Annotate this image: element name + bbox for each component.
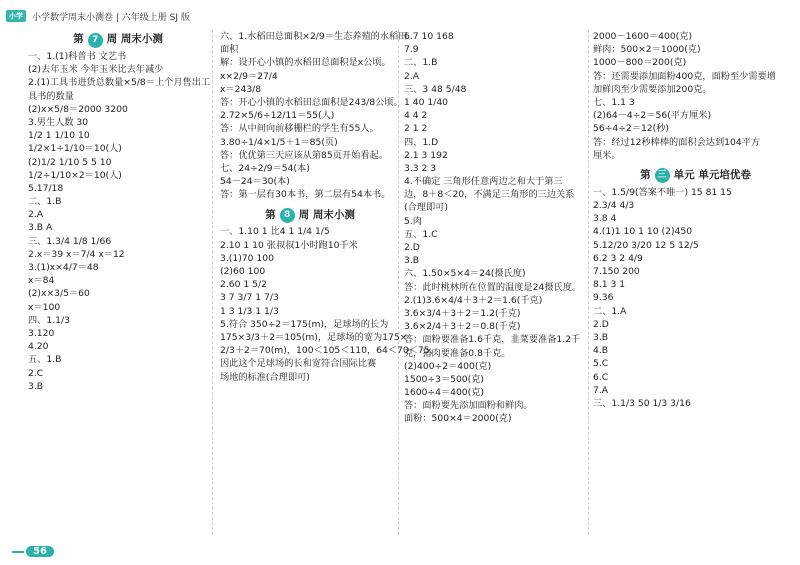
answer-line: 加鲜肉至少需要添加200克。	[593, 83, 712, 95]
answer-line: 厘米。	[593, 149, 621, 161]
answer-line: (2)去年玉米 今年玉米比去年减少	[28, 64, 164, 76]
answer-column-1	[28, 30, 211, 393]
unit-badge: 三	[655, 168, 670, 183]
answer-line: 3.8 4	[593, 213, 617, 225]
answer-line: 4.(1)1 10 1 10 (2)450	[593, 226, 693, 238]
answer-line: 3.男生人数 30	[28, 116, 89, 128]
answer-line: 答：从中间向前移栅栏的学生有55人。	[220, 123, 379, 135]
answer-line: 2.D	[593, 318, 609, 330]
answer-line: 答：面粉要先添加面粉和鲜肉。	[404, 400, 533, 412]
answer-line: 2 1 2	[404, 123, 428, 135]
answer-line: 1/2÷1/10×2＝10(人)	[28, 169, 122, 181]
answer-line: 5.肉	[404, 215, 422, 227]
answer-line: 四、1.1/3	[28, 314, 70, 326]
answer-line: 七、1.1 3	[593, 96, 635, 108]
answer-line: 2.10 1 10 张叔叔1小时跑10千米	[220, 239, 358, 251]
answer-line: 2.C	[28, 367, 44, 379]
answer-line: 1600÷4＝400(克)	[404, 387, 485, 399]
answer-line: 二、1.A	[593, 305, 627, 317]
answer-line: 2.3/4 4/3	[593, 200, 635, 212]
answer-line: (合理即可)	[404, 202, 448, 214]
answer-line: 七、24÷2/9＝54(本)	[220, 162, 310, 174]
answer-line: 三、1.3/4 1/8 1/66	[28, 235, 112, 247]
answer-line: 1/2×1÷1/10＝10(人)	[28, 143, 122, 155]
answer-line: 1/2 1 1/10 10	[28, 130, 90, 142]
answer-column-3	[404, 30, 584, 426]
answer-line: 1500÷3＝500(克)	[404, 373, 485, 385]
column-divider	[588, 30, 589, 535]
answer-line: 3.B A	[28, 222, 53, 234]
answer-line: x＝100	[28, 301, 61, 313]
answer-line: 六、1.水稻田总面积×2/9＝生态养殖的水稻田	[220, 31, 408, 42]
answer-line: 2.1 3 192	[404, 149, 448, 161]
page-number-decoration	[12, 551, 24, 553]
answer-line: 1 40 1/40	[404, 96, 449, 108]
page-header	[6, 8, 190, 24]
answer-line: 2.60 1 5/2	[220, 279, 267, 291]
section-title-unit-3: 第 三 单元 单元培优卷	[593, 166, 798, 186]
answer-line: 三、3 48 5/48	[404, 83, 467, 95]
answer-line: 4.不确定 三角形任意两边之和大于第三	[404, 176, 563, 188]
answer-line: 3.80÷1/4×1/5＋1＝85(页)	[220, 136, 338, 148]
answer-line: 2.A	[28, 209, 44, 221]
answer-line: 解：设开心小镇的水稻田总面积是x公顷。	[220, 57, 391, 69]
answer-line: 5.12/20 3/20 12 5 12/5	[593, 239, 699, 251]
answer-line: 一、1.(1)科普书 文艺书	[28, 51, 127, 62]
answer-line: 二、1.B	[404, 57, 438, 69]
answer-line: 边，8＋8＜20，不满足三角形的三边关系	[404, 189, 575, 201]
answer-line: 3.B	[593, 331, 609, 343]
answer-line: 6.C	[593, 371, 609, 383]
answer-line: x＝84	[28, 275, 55, 287]
answer-line: 54－24＝30(本)	[220, 176, 290, 188]
answer-line: 3.(1)x×4/7＝48	[28, 262, 99, 273]
answer-line: 一、1.5/9(答案不唯一) 15 81 15	[593, 186, 732, 198]
answer-line: 场地的标准(合理即可)	[220, 371, 310, 383]
answer-line: 5.17/18	[28, 182, 64, 194]
header-text: 小学数学周末小测卷 | 六年级上册 SJ 版	[32, 12, 190, 23]
answer-line: 面积	[220, 44, 239, 56]
answer-line: 二、1.B	[28, 196, 62, 208]
answer-line: 2000－1600＝400(克)	[593, 31, 693, 42]
answer-line: 5.C	[593, 358, 609, 370]
answer-line: 2.x＝39 x＝7/4 x＝12	[28, 248, 125, 260]
page-number: 56	[26, 546, 54, 557]
answer-line: 一、1.10 1 比4 1 1/4 1/5	[220, 226, 330, 238]
answer-line: 2/3＋2＝70(m)，100＜105＜110，64＜70＜75，	[220, 345, 439, 357]
answer-line: 六、1.50×5×4＝24(摄氏度)	[404, 268, 526, 280]
answer-line: 7.150 200	[593, 266, 640, 277]
answer-line: x＝243/8	[220, 83, 262, 95]
answer-line: 具书的数量	[28, 90, 74, 102]
answer-line: 7.9	[404, 44, 419, 56]
answer-line: 9.36	[593, 292, 614, 304]
answer-line: 1 3 1/3 1 1/3	[220, 305, 279, 317]
answer-line: 6.2 3 2 4/9	[593, 252, 643, 264]
answer-line: (2)64－4÷2＝56(平方厘米)	[593, 110, 712, 122]
brand-logo: 小学	[6, 10, 26, 22]
answer-line: 因此这个足球场的长和宽符合国际比赛	[220, 358, 377, 370]
answer-line: 答：经过12秒棒棒的面积会达到104平方	[593, 136, 761, 148]
answer-line: 克，猪肉要准备0.8千克。	[404, 347, 511, 359]
answer-line: 答：还需要添加面粉400克，面粉至少需要增	[593, 70, 776, 82]
answer-line: 答：此时桃林所在位置的温度是24摄氏度。	[404, 281, 582, 293]
answer-line: 4 4 2	[404, 110, 428, 122]
answer-line: 五、1.B	[28, 354, 62, 366]
answer-line: x×2/9＝27/4	[220, 70, 278, 82]
answer-line: 面粉：500×4＝2000(克)	[404, 413, 512, 425]
week-badge: 7	[88, 33, 103, 48]
answer-line: 3.6×3/4＋3＋2＝1.2(千克)	[404, 307, 521, 319]
answer-line: 3.(1)70 100	[220, 252, 274, 264]
answer-line: 2.(1)工具书进货总数量×5/8＝上个月售出工	[28, 77, 211, 89]
week-badge: 8	[280, 208, 295, 223]
section-title-week-7: 第 7 周 周末小测	[28, 30, 208, 50]
answer-line: 3.6×2/4＋3＋2＝0.8(千克)	[404, 321, 521, 333]
answer-line: 8.1 3 1	[593, 279, 626, 291]
answer-line: 鲜肉：500×2＝1000(克)	[593, 44, 701, 56]
answer-line: (2)400÷2＝400(克)	[404, 360, 492, 372]
answer-line: 2.72×5/6÷12/11＝55(人)	[220, 110, 335, 122]
answer-line: 3.B	[404, 255, 420, 267]
answer-line: 答：面粉要准备1.6千克，韭菜要准备1.2千	[404, 334, 581, 346]
answer-line: (2)x×3/5＝60	[28, 288, 90, 300]
answer-line: 4.20	[28, 341, 49, 353]
answer-line: 4.B	[593, 345, 609, 357]
answer-line: 2.(1)3.6×4/4＋3＋2＝1.6(千克)	[404, 294, 543, 306]
answer-line: 答：优优第三天应该从第85页开始看起。	[220, 149, 388, 161]
answer-column-4	[593, 30, 798, 410]
answer-line: 3.B	[28, 380, 44, 392]
answer-line: 3.3 2 3	[404, 162, 437, 174]
answer-line: 答：开心小镇的水稻田总面积是243/8公顷。	[220, 96, 403, 108]
answer-line: 1000－800＝200(克)	[593, 57, 687, 69]
answer-line: 答：第一层有30本书，第二层有54本书。	[220, 189, 391, 201]
answer-line: 四、1.D	[404, 136, 439, 148]
answer-line: 3.120	[28, 327, 55, 339]
answer-line: 6.7 10 168	[404, 31, 454, 42]
answer-line: (2)60 100	[220, 266, 266, 277]
answer-line: 2.D	[404, 242, 420, 253]
answer-line: 175×3/3＋2＝105(m)，足球场的宽为175×	[220, 331, 408, 343]
column-divider	[212, 30, 213, 535]
answer-line: (2)x×5/8＝2000 3200	[28, 103, 128, 115]
answer-line: 三、1.1/3 50 1/3 3/16	[593, 397, 691, 409]
section-title-week-8: 第 8 周 周末小测	[220, 205, 400, 225]
answer-line: 56÷4÷2＝12(秒)	[593, 123, 670, 135]
answer-line: (2)1/2 1/10 5 5 10	[28, 156, 112, 168]
answer-line: 3 7 3/7 1 7/3	[220, 292, 279, 304]
answer-line: 五、1.C	[404, 228, 438, 240]
answer-line: 5.符合 350÷2＝175(m)，足球场的长为	[220, 318, 389, 330]
answer-line: 2.A	[404, 70, 420, 82]
answer-line: 7.A	[593, 384, 609, 396]
